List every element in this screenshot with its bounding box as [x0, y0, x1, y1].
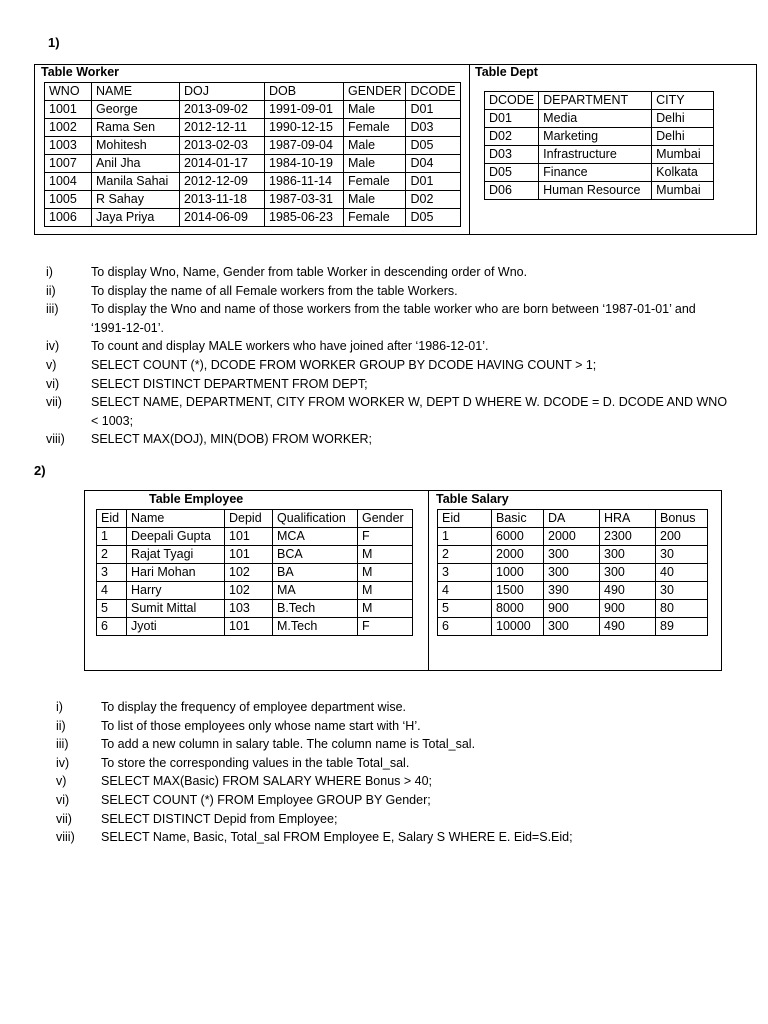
- question-number: iii): [56, 737, 69, 752]
- table-cell: 1986-11-14: [265, 173, 344, 191]
- employee-table-caption: Table Employee: [149, 492, 244, 506]
- salary-row: [438, 618, 708, 636]
- question-text: To display Wno, Name, Gender from table Worker in descending order of Wno.: [91, 265, 528, 279]
- question-number: i): [46, 265, 53, 279]
- worker-row: [45, 173, 461, 191]
- table-cell: 40: [656, 564, 708, 582]
- table-cell: Manila Sahai: [92, 173, 180, 191]
- table-cell: M: [358, 564, 413, 582]
- salary-table: [437, 509, 708, 636]
- table-cell: 101: [225, 546, 273, 564]
- question-item: [46, 282, 736, 301]
- table-cell: B.Tech: [273, 600, 358, 618]
- worker-row: [45, 101, 461, 119]
- table-cell: Harry: [127, 582, 225, 600]
- dept-row: [485, 146, 714, 164]
- table-cell: 3: [438, 564, 492, 582]
- table-cell: 1006: [45, 209, 92, 227]
- worker-table: [44, 82, 461, 227]
- table-cell: F: [358, 618, 413, 636]
- table-cell: D05: [406, 209, 460, 227]
- table-cell: 2014-06-09: [180, 209, 265, 227]
- table-cell: 103: [225, 600, 273, 618]
- table-cell: 2: [97, 546, 127, 564]
- salary-row: [438, 546, 708, 564]
- table-cell: MA: [273, 582, 358, 600]
- question-item: [46, 263, 736, 282]
- table-cell: 900: [600, 600, 656, 618]
- table-cell: 2000: [544, 528, 600, 546]
- table-cell: D04: [406, 155, 460, 173]
- question-text: SELECT NAME, DEPARTMENT, CITY FROM WORKER W, DEPT D WHERE W. DCODE = D. DCODE AND WNO < 1003;: [91, 395, 728, 428]
- table-cell: Rajat Tyagi: [127, 546, 225, 564]
- column-header: NAME: [92, 83, 180, 101]
- table-cell: Delhi: [652, 110, 714, 128]
- salary-row: [438, 600, 708, 618]
- question-text: SELECT COUNT (*), DCODE FROM WORKER GROUP BY DCODE HAVING COUNT > 1;: [91, 357, 597, 372]
- table-cell: 2012-12-11: [180, 119, 265, 137]
- table-cell: 30: [656, 582, 708, 600]
- question-text: SELECT Name, Basic, Total_sal FROM Employee E, Salary S WHERE E. Eid=S.Eid;: [101, 830, 573, 845]
- section-1-number: 1): [48, 35, 60, 50]
- column-header: Eid: [438, 510, 492, 528]
- employee-row: [97, 546, 413, 564]
- salary-table-caption: Table Salary: [436, 492, 509, 506]
- question-number: vii): [56, 811, 72, 826]
- column-header: DOJ: [180, 83, 265, 101]
- table-cell: 2: [438, 546, 492, 564]
- table-cell: M: [358, 600, 413, 618]
- table-cell: Female: [344, 173, 406, 191]
- table-cell: D02: [406, 191, 460, 209]
- table-cell: Marketing: [539, 128, 652, 146]
- question-number: v): [46, 357, 57, 372]
- column-header: CITY: [652, 92, 714, 110]
- question-item: [56, 772, 746, 791]
- table-cell: 2013-02-03: [180, 137, 265, 155]
- table-cell: 5: [97, 600, 127, 618]
- question-item: [56, 828, 746, 847]
- question-number: ii): [56, 718, 66, 733]
- table-cell: 6: [438, 618, 492, 636]
- question-item: [46, 300, 736, 337]
- table-cell: Delhi: [652, 128, 714, 146]
- table-cell: 10000: [492, 618, 544, 636]
- column-header: DEPARTMENT: [539, 92, 652, 110]
- table-cell: 300: [544, 546, 600, 564]
- table-cell: Rama Sen: [92, 119, 180, 137]
- question-number: iii): [46, 302, 59, 317]
- question-number: iv): [56, 755, 70, 770]
- table-cell: 2013-11-18: [180, 191, 265, 209]
- section-2-number: 2): [34, 463, 46, 478]
- table-cell: 4: [97, 582, 127, 600]
- table-cell: 490: [600, 618, 656, 636]
- header-row: [97, 510, 413, 528]
- dept-row: [485, 164, 714, 182]
- table-cell: Hari Mohan: [127, 564, 225, 582]
- table-cell: Media: [539, 110, 652, 128]
- table-cell: 102: [225, 582, 273, 600]
- table-cell: Male: [344, 191, 406, 209]
- table-cell: 1000: [492, 564, 544, 582]
- question-text: SELECT DISTINCT DEPARTMENT FROM DEPT;: [91, 376, 368, 391]
- employee-row: [97, 582, 413, 600]
- table-cell: 1: [438, 528, 492, 546]
- table-cell: Deepali Gupta: [127, 528, 225, 546]
- table-cell: 5: [438, 600, 492, 618]
- worker-row: [45, 191, 461, 209]
- table-cell: Mohitesh: [92, 137, 180, 155]
- table-cell: 2014-01-17: [180, 155, 265, 173]
- table-cell: F: [358, 528, 413, 546]
- table-cell: D01: [485, 110, 539, 128]
- table-cell: BA: [273, 564, 358, 582]
- table-cell: 80: [656, 600, 708, 618]
- table-cell: Mumbai: [652, 182, 714, 200]
- table-cell: 102: [225, 564, 273, 582]
- worker-row: [45, 155, 461, 173]
- table-cell: 89: [656, 618, 708, 636]
- question-number: vi): [56, 792, 70, 807]
- table-cell: D01: [406, 173, 460, 191]
- column-header: HRA: [600, 510, 656, 528]
- table-cell: 2300: [600, 528, 656, 546]
- question-item: [46, 356, 736, 375]
- table-cell: D03: [406, 119, 460, 137]
- table-cell: 900: [544, 600, 600, 618]
- table-cell: Human Resource: [539, 182, 652, 200]
- question-text: To list of those employees only whose name start with ‘H’.: [101, 718, 421, 733]
- table-cell: Male: [344, 155, 406, 173]
- table-cell: Anil Jha: [92, 155, 180, 173]
- question-number: vii): [46, 395, 62, 410]
- question-text: To add a new column in salary table. The column name is Total_sal.: [101, 737, 476, 752]
- question-number: iv): [46, 339, 60, 354]
- question-item: [46, 393, 736, 430]
- table-cell: 1500: [492, 582, 544, 600]
- question-item: [56, 698, 746, 717]
- table-cell: D06: [485, 182, 539, 200]
- worker-row: [45, 119, 461, 137]
- question-item: [56, 735, 746, 754]
- dept-row: [485, 182, 714, 200]
- question-number: viii): [46, 432, 65, 447]
- table-cell: 1987-03-31: [265, 191, 344, 209]
- table-cell: D02: [485, 128, 539, 146]
- question-text: SELECT DISTINCT Depid from Employee;: [101, 811, 338, 826]
- table-cell: 2013-09-02: [180, 101, 265, 119]
- table-cell: Female: [344, 209, 406, 227]
- table-cell: Kolkata: [652, 164, 714, 182]
- table-cell: Jaya Priya: [92, 209, 180, 227]
- table-cell: 4: [438, 582, 492, 600]
- dept-row: [485, 110, 714, 128]
- salary-row: [438, 564, 708, 582]
- worker-table-caption: Table Worker: [41, 65, 120, 79]
- question-text: To display the name of all Female workers from the table Workers.: [91, 283, 458, 298]
- employee-row: [97, 528, 413, 546]
- table-cell: 1003: [45, 137, 92, 155]
- question-item: [56, 754, 746, 773]
- table-cell: Male: [344, 101, 406, 119]
- table-cell: M: [358, 546, 413, 564]
- table-cell: Infrastructure: [539, 146, 652, 164]
- employee-table: [96, 509, 413, 636]
- column-header: Eid: [97, 510, 127, 528]
- column-header: GENDER: [344, 83, 406, 101]
- question-text: To store the corresponding values in the table Total_sal.: [101, 755, 410, 770]
- table-cell: D05: [406, 137, 460, 155]
- table-cell: 1001: [45, 101, 92, 119]
- table-cell: BCA: [273, 546, 358, 564]
- table-cell: 300: [600, 564, 656, 582]
- table-cell: 300: [544, 564, 600, 582]
- question-text: SELECT MAX(DOJ), MIN(DOB) FROM WORKER;: [91, 432, 373, 447]
- table-cell: Jyoti: [127, 618, 225, 636]
- table-cell: Sumit Mittal: [127, 600, 225, 618]
- column-header: DOB: [265, 83, 344, 101]
- salary-row: [438, 582, 708, 600]
- column-header: Name: [127, 510, 225, 528]
- table-cell: M: [358, 582, 413, 600]
- question-text: SELECT MAX(Basic) FROM SALARY WHERE Bonus > 40;: [101, 774, 433, 789]
- section-2-frame-divider: [428, 490, 429, 670]
- question-item: [56, 791, 746, 810]
- question-number: i): [56, 700, 63, 714]
- question-text-continued: ‘1991-12-01’.: [91, 320, 164, 335]
- question-text: SELECT COUNT (*) FROM Employee GROUP BY Gender;: [101, 792, 431, 807]
- table-cell: 1990-12-15: [265, 119, 344, 137]
- section-1-questions: [46, 263, 736, 449]
- question-number: ii): [46, 283, 56, 298]
- section-2-questions: [56, 698, 746, 847]
- table-cell: 300: [544, 618, 600, 636]
- table-cell: 101: [225, 528, 273, 546]
- employee-row: [97, 564, 413, 582]
- question-number: viii): [56, 830, 75, 845]
- column-header: Basic: [492, 510, 544, 528]
- table-cell: D05: [485, 164, 539, 182]
- table-cell: 2000: [492, 546, 544, 564]
- table-cell: 300: [600, 546, 656, 564]
- question-item: [46, 430, 736, 449]
- table-cell: 390: [544, 582, 600, 600]
- column-header: Qualification: [273, 510, 358, 528]
- question-item: [46, 375, 736, 394]
- table-cell: Male: [344, 137, 406, 155]
- table-cell: Female: [344, 119, 406, 137]
- worker-row: [45, 137, 461, 155]
- table-cell: 101: [225, 618, 273, 636]
- table-cell: 6000: [492, 528, 544, 546]
- table-cell: 1985-06-23: [265, 209, 344, 227]
- table-cell: 1004: [45, 173, 92, 191]
- table-cell: 6: [97, 618, 127, 636]
- column-header: DCODE: [485, 92, 539, 110]
- question-number: vi): [46, 376, 60, 391]
- table-cell: 30: [656, 546, 708, 564]
- worker-row: [45, 209, 461, 227]
- section-1-frame-divider: [469, 64, 470, 234]
- table-cell: 1005: [45, 191, 92, 209]
- table-cell: M.Tech: [273, 618, 358, 636]
- table-cell: 1991-09-01: [265, 101, 344, 119]
- table-cell: 1: [97, 528, 127, 546]
- question-text: To display the Wno and name of those workers from the table worker who are born between ‘1987-01-01’ and: [91, 302, 696, 317]
- table-cell: 2012-12-09: [180, 173, 265, 191]
- table-cell: 1002: [45, 119, 92, 137]
- table-cell: 1007: [45, 155, 92, 173]
- table-cell: 490: [600, 582, 656, 600]
- table-cell: D03: [485, 146, 539, 164]
- table-cell: George: [92, 101, 180, 119]
- table-cell: 200: [656, 528, 708, 546]
- dept-table-caption: Table Dept: [475, 65, 538, 79]
- employee-row: [97, 600, 413, 618]
- question-item: [56, 717, 746, 736]
- question-number: v): [56, 774, 67, 789]
- table-cell: Mumbai: [652, 146, 714, 164]
- table-cell: D01: [406, 101, 460, 119]
- table-cell: 1984-10-19: [265, 155, 344, 173]
- table-cell: Finance: [539, 164, 652, 182]
- header-row: [45, 83, 461, 101]
- table-cell: MCA: [273, 528, 358, 546]
- table-cell: 8000: [492, 600, 544, 618]
- column-header: DA: [544, 510, 600, 528]
- table-cell: R Sahay: [92, 191, 180, 209]
- question-item: [56, 810, 746, 829]
- column-header: DCODE: [406, 83, 460, 101]
- table-cell: 1987-09-04: [265, 137, 344, 155]
- table-cell: 3: [97, 564, 127, 582]
- dept-row: [485, 128, 714, 146]
- employee-row: [97, 618, 413, 636]
- column-header: WNO: [45, 83, 92, 101]
- question-text: To display the frequency of employee department wise.: [101, 700, 407, 714]
- column-header: Bonus: [656, 510, 708, 528]
- question-item: [46, 337, 736, 356]
- question-text: To count and display MALE workers who have joined after ‘1986-12-01’.: [91, 339, 489, 354]
- dept-table: [484, 91, 714, 200]
- column-header: Gender: [358, 510, 413, 528]
- salary-row: [438, 528, 708, 546]
- header-row: [438, 510, 708, 528]
- column-header: Depid: [225, 510, 273, 528]
- header-row: [485, 92, 714, 110]
